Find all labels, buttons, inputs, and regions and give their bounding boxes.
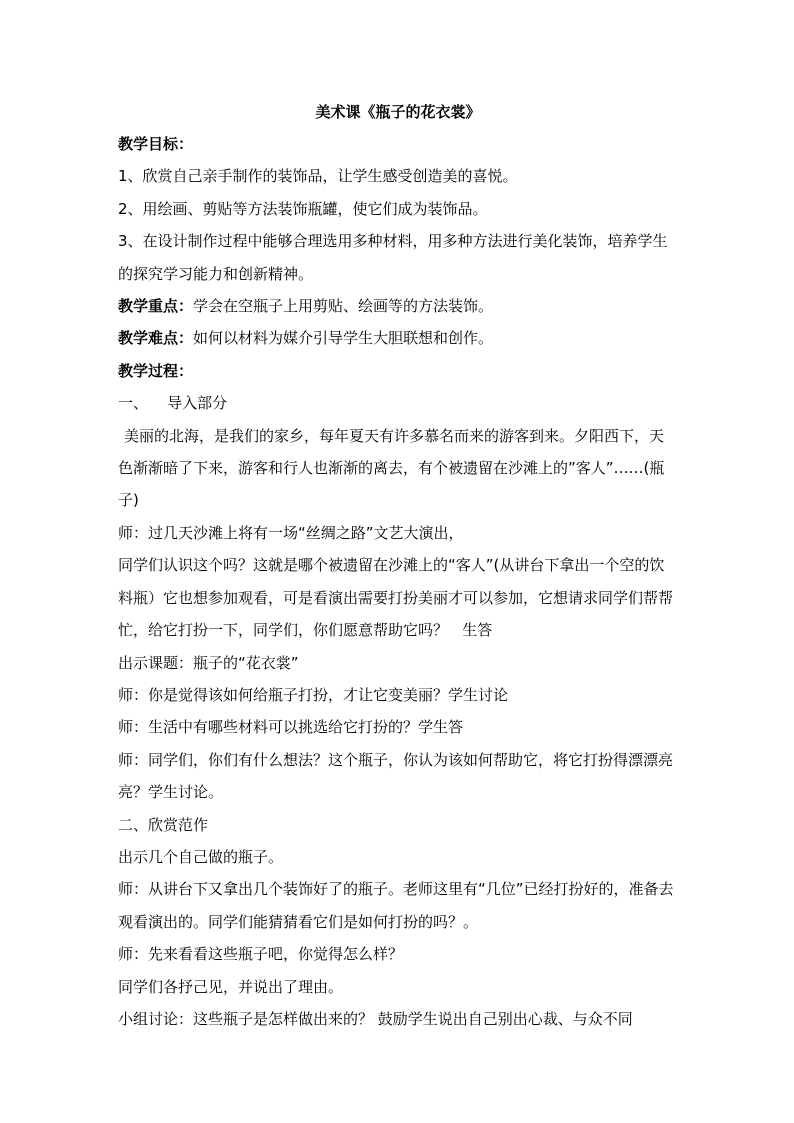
paragraph-classmates-1: 同学们认识这个吗？这就是哪个被遗留在沙滩上的“客人”(从讲台下拿出一个空的饮料瓶）它也想参加观看，可是看演出需要打扮美丽才可以参加，它想请求同学们帮帮忙，给它打扮一下，同学们，你们愿意帮助它吗？ 生答 — [118, 556, 674, 640]
process-heading: 教学过程： — [118, 361, 194, 380]
paragraph-show-bottles: 出示几个自己做的瓶子。 — [118, 847, 284, 866]
paragraph-teacher-3: 师：生活中有哪些材料可以挑选给它打扮的？学生答 — [118, 718, 464, 737]
objectives-heading: 教学目标： — [118, 135, 194, 153]
paragraph-teacher-2: 师：你是觉得该如何给瓶子打扮，才让它变美丽？学生讨论 — [118, 685, 509, 704]
key-point-text: 学会在空瓶子上用剪贴、绘画等的方法装饰。 — [193, 297, 494, 316]
paragraph-intro: 美丽的北海，是我们的家乡，每年夏天有许多慕名而来的游客到来。夕阳西下，天色渐渐暗了下来，游客和行人也渐渐的离去，有个被遗留在沙滩上的”客人”……(瓶子) — [118, 426, 665, 510]
section-1-heading: 一、 导入部分 — [118, 394, 228, 413]
objective-3: 3、在设计制作过程中能够合理选用多种材料，用多种方法进行美化装饰，培养学生的探究学习能力和创新精神。 — [118, 232, 668, 283]
paragraph-teacher-4: 师：同学们，你们有什么想法？这个瓶子，你认为该如何帮助它，将它打扮得漂漂亮亮？学生讨论。 — [118, 750, 674, 802]
paragraph-group-discussion: 小组讨论：这些瓶子是怎样做出来的？ 鼓励学生说出自己别出心裁、与众不同 — [118, 1009, 633, 1028]
difficulty-paragraph — [118, 322, 678, 354]
difficulty-text: 如何以材料为媒介引导学生大胆联想和创作。 — [193, 329, 494, 348]
paragraph-students-opinions: 同学们各抒己见，并说出了理由。 — [118, 977, 344, 996]
paragraph-teacher-6: 师：先来看看这些瓶子吧，你觉得怎么样？ — [118, 945, 404, 964]
paragraph-teacher-5: 师：从讲台下又拿出几个装饰好了的瓶子。老师这里有“几位”已经打扮好的，准备去观看演出的。同学们能猜猜看它们是如何打扮的吗？。 — [118, 880, 674, 931]
section-2-heading: 二、欣赏范作 — [118, 815, 209, 834]
objective-1: 1、欣赏自己亲手制作的装饰品，让学生感受创造美的喜悦。 — [118, 167, 518, 186]
document-page — [118, 96, 678, 1035]
key-point-label: 教学重点： — [118, 297, 194, 316]
paragraph-show-topic: 出示课题：瓶子的“花衣裳” — [118, 653, 299, 672]
paragraph-teacher-1: 师：过几天沙滩上将有一场“丝绸之路”文艺大演出， — [118, 523, 464, 542]
key-point-paragraph — [118, 290, 678, 322]
difficulty-label: 教学难点： — [118, 329, 194, 348]
document-title: 美术课《瓶子的花衣裳》 — [315, 103, 481, 121]
objective-2: 2、用绘画、剪贴等方法装饰瓶罐，使它们成为装饰品。 — [118, 199, 488, 218]
